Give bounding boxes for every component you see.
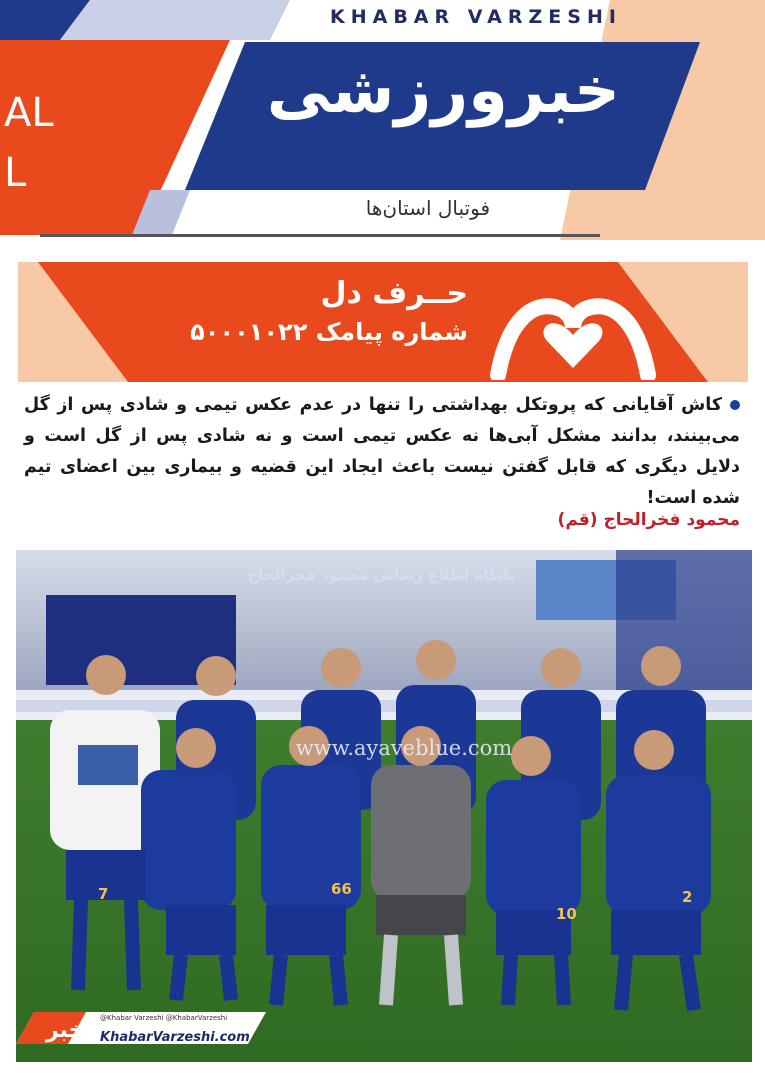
- watermark-caption: پایگاه اطلاع رسانی محمود فخرالحاج: [247, 566, 515, 584]
- section-title: فوتبال استان‌ها: [365, 196, 490, 220]
- brand-persian-logo: خبرورزشی: [266, 54, 620, 128]
- reader-message: [24, 390, 744, 540]
- message-text: کاش آقایانی که پروتکل بهداشتی را تنها در عدم عکس تیمی و شادی پس از گل می‌بینند، بدانند مشکل آبی‌ها نه عکس تیمی است و نه شادی پس از گل است و دلایل دیگری که قابل گفتن نیست باعث ایجاد این قضیه و بیماری بین اعضای تیم شده است!: [24, 395, 740, 508]
- brand-latin-name: KHABAR VARZESHI: [330, 6, 622, 28]
- cropped-text-line-2: L: [4, 150, 27, 196]
- khabar-logo-mark: خبر: [46, 1018, 85, 1043]
- team-photo: [16, 550, 752, 1062]
- heart-hands-icon: [488, 280, 658, 380]
- watermark-url: www.ayaveblue.com: [295, 736, 513, 760]
- sms-banner: [18, 262, 748, 382]
- sms-section-title: حــرف دل: [320, 276, 468, 311]
- shirt-number: 10: [556, 905, 577, 923]
- message-body: [24, 390, 740, 514]
- shirt-number: 7: [98, 885, 109, 903]
- shirt-number: 66: [331, 880, 352, 898]
- masthead: [0, 0, 765, 240]
- cropped-text-line-1: AL: [4, 90, 54, 136]
- shirt-number: 2: [682, 888, 693, 906]
- site-url-logo: KhabarVarzeshi.com: [100, 1030, 250, 1045]
- team-photo-image: [16, 550, 752, 1062]
- social-handles: @Khabar Varzeshi @KhabarVarzeshi: [100, 1014, 228, 1022]
- sms-number: شماره پیامک ۵۰۰۰۱۰۲۲: [190, 318, 468, 346]
- message-author: محمود فخرالحاج (قم): [557, 510, 740, 530]
- bullet-icon: [730, 400, 740, 410]
